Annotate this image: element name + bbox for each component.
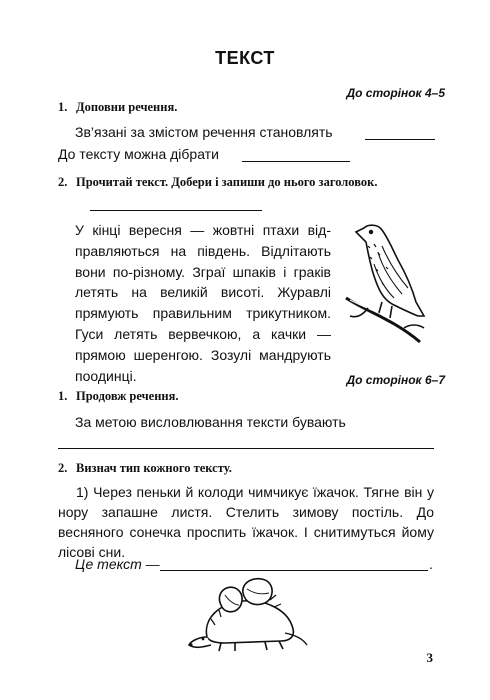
- answer-label: Це текст —: [75, 556, 160, 572]
- reading-text-hedgehog: 1) Через пеньки й колоди чимчикує їжачок. Тягне він у нору запашне листя. Стелить зимову постіль. До весняного сонечка проспить їжачок. І снитимуться йому лісові сни.: [58, 484, 434, 560]
- task-instruction: Прочитай текст. Добери і запиши до нього заголовок.: [76, 175, 378, 189]
- sentence-line-1: [75, 124, 333, 140]
- sentence-line-3: [75, 414, 346, 430]
- title-answer-blank[interactable]: [90, 210, 262, 211]
- page-reference-6-7: До сторінок 6–7: [346, 373, 445, 387]
- page-reference-4-5: До сторінок 4–5: [346, 86, 445, 100]
- answer-period: .: [429, 556, 433, 572]
- task-1-heading: [58, 100, 177, 115]
- text-type-answer-blank[interactable]: [160, 570, 428, 571]
- answer-blank-2[interactable]: [242, 161, 350, 162]
- sentence-line-2: [58, 146, 219, 162]
- task-number: 2.: [58, 461, 68, 475]
- task-number: 2.: [58, 175, 68, 189]
- answer-blank-3[interactable]: [58, 448, 434, 449]
- task-number: 1.: [58, 389, 68, 403]
- sentence-text: Зв’язані за змістом речення становлять: [75, 124, 333, 140]
- task-instruction: Продовж речення.: [76, 389, 179, 403]
- task-2-heading-b: [58, 461, 232, 476]
- task-instruction: Визнач тип кожного тексту.: [76, 461, 232, 475]
- sentence-text: До тексту можна дібрати: [58, 146, 219, 162]
- hedgehog-icon: [185, 575, 310, 660]
- task-2-heading: [58, 175, 377, 190]
- starling-bird-icon: [338, 216, 438, 346]
- task-1-heading-b: [58, 389, 178, 404]
- page-number: 3: [426, 650, 433, 665]
- answer-blank-1[interactable]: [365, 139, 435, 140]
- sentence-text: За метою висловлювання тексти бувають: [75, 414, 346, 430]
- task-number: 1.: [58, 100, 68, 114]
- page-title: ТЕКСТ: [215, 48, 275, 68]
- task-instruction: Доповни речення.: [76, 100, 178, 114]
- reading-text-birds: У кінці вересня — жовтні птахи відправляються на південь. Відлітають вони по-різному. Зграї шпаків і граків летять на великій висоті. Журавлі прямують правильним трикутником. Гуси летять вервечкою, а качки — прямою шеренгою. Зозулі мандрують поодинці.: [75, 222, 331, 384]
